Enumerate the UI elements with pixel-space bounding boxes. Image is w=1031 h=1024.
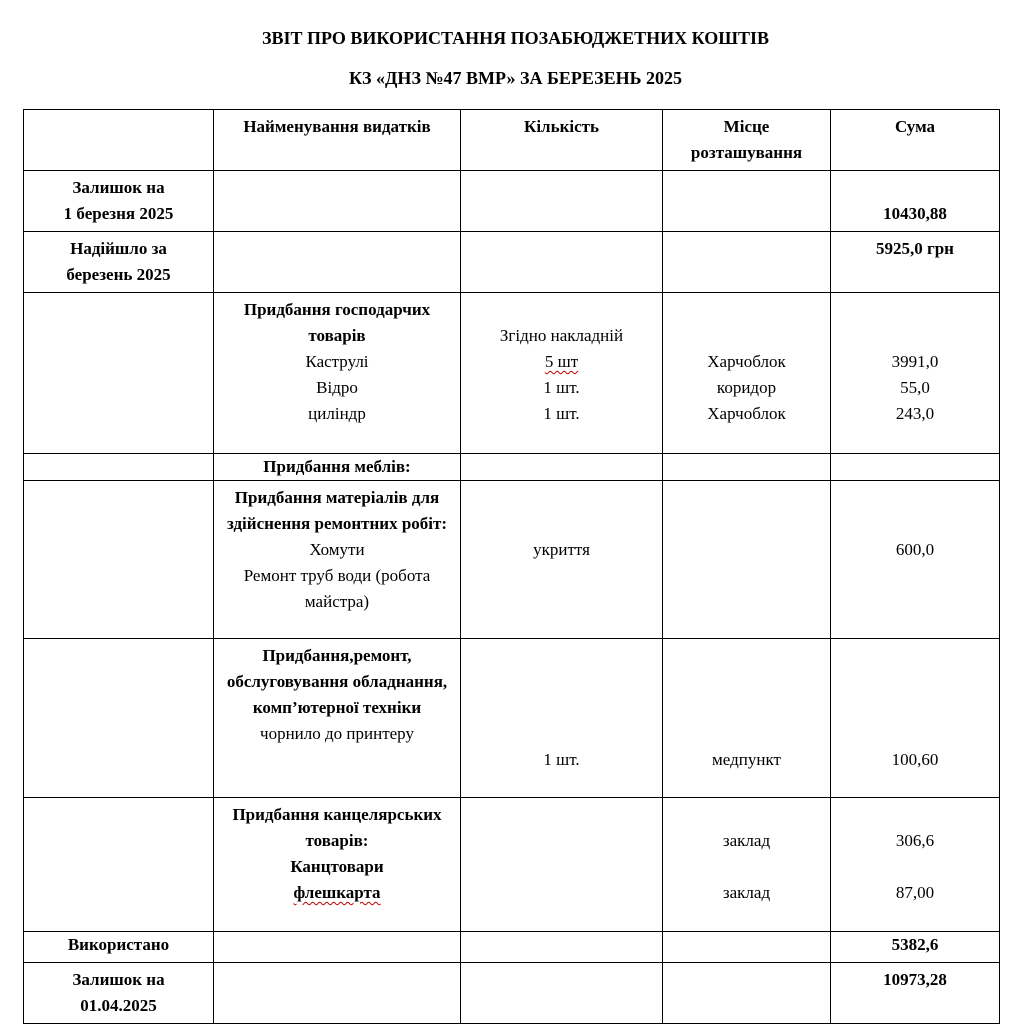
household-name-cell [214,293,461,454]
household-item-name: Каструлі [305,352,369,371]
empty-cell [831,454,1000,481]
repair-name-cell [214,481,461,639]
repair-sum: 600,0 [895,540,935,559]
empty-cell [663,963,831,1024]
balance-end-sum: 10973,28 [831,963,1000,1024]
report-title: ЗВІТ ПРО ВИКОРИСТАННЯ ПОЗАБЮДЖЕТНИХ КОШТІВ [261,28,770,48]
repair-item: Ремонт труб води (робота майстра) [243,566,431,611]
repair-qty: укриття [533,540,590,559]
header-name: Найменування видатків [214,110,461,171]
stationery-name-cell [214,798,461,932]
empty-cell [214,232,461,293]
stationery-row [24,798,1000,932]
stationery-place: заклад [722,883,771,902]
empty-cell [461,932,663,963]
used-sum: 5382,6 [831,932,1000,963]
empty-cell [663,481,831,639]
header-row [24,110,1000,171]
received-row [24,232,1000,293]
household-item-qty: 5 шт [544,352,579,371]
household-item-qty: 1 шт. [543,378,580,397]
balance-end-row [24,963,1000,1024]
repair-item: Хомути [309,540,365,559]
computer-qty-cell [461,639,663,798]
computer-place-cell [663,639,831,798]
empty-cell [24,798,214,932]
computer-sum: 100,60 [891,750,939,769]
empty-cell [663,932,831,963]
used-label: Використано [24,932,214,963]
expense-table [23,109,1000,1024]
computer-heading: Придбання,ремонт, обслуговування обладнання, комп’ютерної техніки [226,646,448,717]
furniture-row [24,454,1000,481]
computer-name-cell [214,639,461,798]
empty-cell [214,963,461,1024]
empty-cell [461,232,663,293]
header-location: Місце розташування [663,110,831,171]
stationery-item: Канцтовари [290,857,384,876]
received-label: Надійшло за березень 2025 [24,232,214,293]
empty-cell [663,454,831,481]
household-item-sum: 3991,0 [891,352,939,371]
header-blank [24,110,214,171]
household-item-sum: 55,0 [900,378,930,397]
household-item-name: Відро [316,378,358,397]
empty-cell [461,963,663,1024]
empty-cell [24,481,214,639]
repair-heading: Придбання матеріалів для здійснення ремонтних робіт: [226,488,448,533]
stationery-item: флешкарта [293,883,381,902]
household-item-place: Харчоблок [707,404,786,423]
header-quantity: Кількість [461,110,663,171]
computer-place: медпункт [712,750,781,769]
empty-cell [663,171,831,232]
received-sum: 5925,0 грн [831,232,1000,293]
stationery-heading: Придбання канцелярських товарів: [232,805,442,850]
repair-qty-cell [461,481,663,639]
household-place-cell [663,293,831,454]
report-subtitle: КЗ «ДНЗ №47 ВМР» ЗА БЕРЕЗЕНЬ 2025 [349,68,682,88]
household-item-sum: 243,0 [895,404,935,423]
stationery-sum-cell [831,798,1000,932]
furniture-heading: Придбання меблів: [214,454,461,481]
balance-start-label: Залишок на 1 березня 2025 [24,171,214,232]
household-item-place: Харчоблок [707,352,786,371]
household-item-name: циліндр [308,404,366,423]
computer-item: чорнило до принтеру [260,724,414,743]
empty-cell [24,293,214,454]
empty-cell [461,171,663,232]
household-row [24,293,1000,454]
stationery-place: заклад [722,831,771,850]
stationery-sum: 306,6 [895,831,935,850]
empty-cell [24,454,214,481]
empty-cell [214,171,461,232]
balance-end-label: Залишок на 01.04.2025 [24,963,214,1024]
balance-start-sum: 10430,88 [831,171,1000,232]
balance-start-row [24,171,1000,232]
stationery-place-cell [663,798,831,932]
empty-cell [24,639,214,798]
computer-qty: 1 шт. [543,750,580,769]
household-qty-cell [461,293,663,454]
empty-cell [461,798,663,932]
empty-cell [461,454,663,481]
used-row [24,932,1000,963]
household-qty-note: Згідно накладній [499,326,624,345]
repair-row [24,481,1000,639]
household-sum-cell [831,293,1000,454]
header-sum: Сума [831,110,1000,171]
household-item-place: коридор [716,378,777,397]
computer-sum-cell [831,639,1000,798]
empty-cell [214,932,461,963]
household-item-qty: 1 шт. [543,404,580,423]
repair-sum-cell [831,481,1000,639]
stationery-sum: 87,00 [895,883,935,902]
empty-cell [663,232,831,293]
computer-row [24,639,1000,798]
household-heading: Придбання господарчих товарів [243,300,431,345]
